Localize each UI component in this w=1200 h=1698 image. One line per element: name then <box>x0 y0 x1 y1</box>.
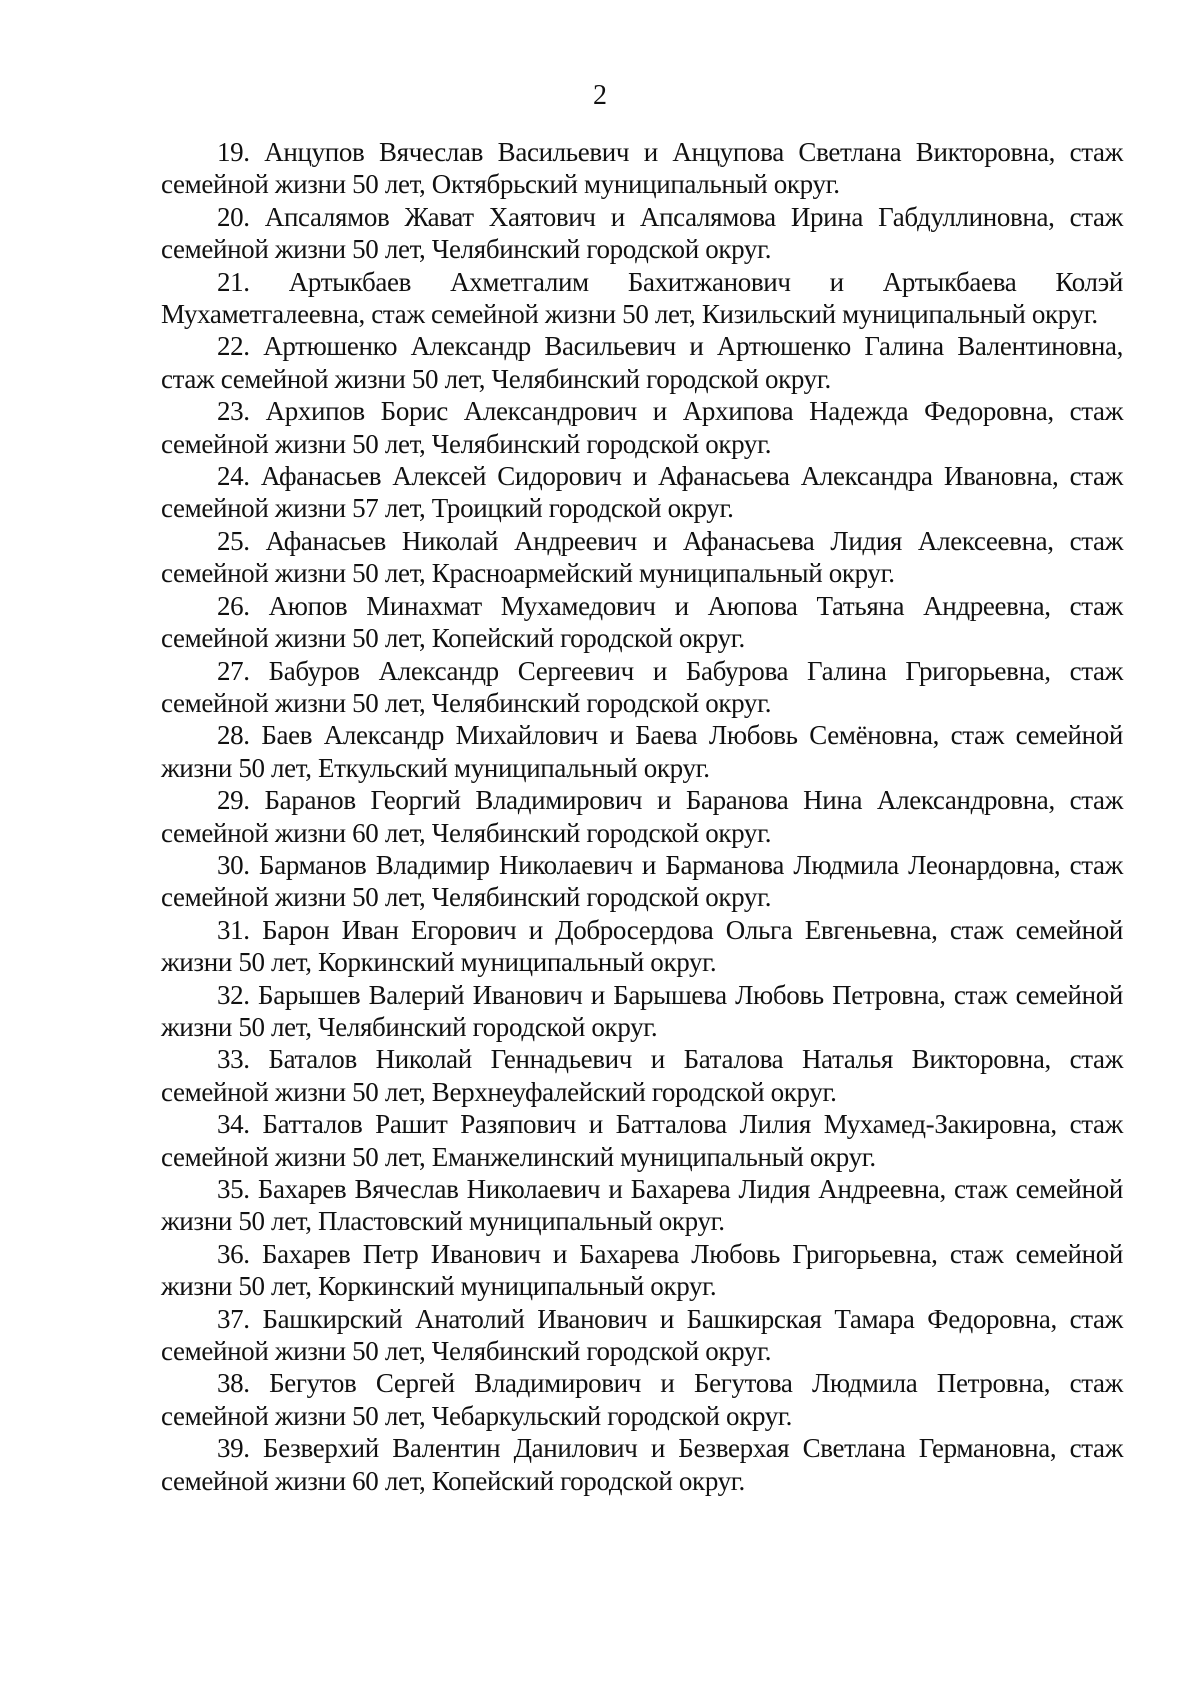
page-number: 2 <box>593 80 607 111</box>
list-item: 25. Афанасьев Николай Андреевич и Афанасьева Лидия Алексеевна, стаж семейной жизни 50 лет, Красноармейский муниципальный округ. <box>161 525 1123 589</box>
award-list <box>161 136 1123 1497</box>
list-item: 32. Барышев Валерий Иванович и Барышева Любовь Петровна, стаж семейной жизни 50 лет, Челябинский городской округ. <box>161 979 1123 1042</box>
list-item: 38. Бегутов Сергей Владимирович и Бегутова Людмила Петровна, стаж семейной жизни 50 лет, Чебаркульский городской округ. <box>161 1368 1123 1431</box>
list-item: 33. Баталов Николай Геннадьевич и Баталова Наталья Викторовна, стаж семейной жизни 50 лет, Верхнеуфалейский городской округ. <box>161 1044 1123 1107</box>
list-item: 35. Бахарев Вячеслав Николаевич и Бахарева Лидия Андреевна, стаж семейной жизни 50 лет, Пластовский муниципальный округ. <box>161 1174 1123 1237</box>
list-item: 20. Апсалямов Жават Хаятович и Апсалямова Ирина Габдуллиновна, стаж семейной жизни 50 лет, Челябинский городской округ. <box>161 201 1123 265</box>
list-item: 28. Баев Александр Михайлович и Баева Любовь Семёновна, стаж семейной жизни 50 лет, Еткульский муниципальный округ. <box>161 720 1123 783</box>
list-item: 22. Артюшенко Александр Васильевич и Артюшенко Галина Валентиновна, стаж семейной жизни 50 лет, Челябинский городской округ. <box>161 331 1123 394</box>
list-item: 19. Анцупов Вячеслав Васильевич и Анцупова Светлана Викторовна, стаж семейной жизни 50 лет, Октябрьский муниципальный округ. <box>161 137 1123 200</box>
list-item: 34. Батталов Рашит Разяпович и Батталова Лилия Мухамед-Закировна, стаж семейной жизни 50 лет, Еманжелинский муниципальный округ. <box>161 1109 1123 1172</box>
list-item: 30. Барманов Владимир Николаевич и Барманова Людмила Леонардовна, стаж семейной жизни 50 лет, Челябинский городской округ. <box>161 849 1123 913</box>
list-item: 39. Безверхий Валентин Данилович и Безверхая Светлана Германовна, стаж семейной жизни 60 лет, Копейский городской округ. <box>161 1433 1123 1496</box>
list-item: 26. Аюпов Минахмат Мухамедович и Аюпова Татьяна Андреевна, стаж семейной жизни 50 лет, Копейский городской округ. <box>161 590 1123 654</box>
list-item: 37. Башкирский Анатолий Иванович и Башкирская Тамара Федоровна, стаж семейной жизни 50 лет, Челябинский городской округ. <box>161 1303 1123 1367</box>
list-item: 31. Барон Иван Егорович и Добросердова Ольга Евгеньевна, стаж семейной жизни 50 лет, Коркинский муниципальный округ. <box>161 914 1123 978</box>
list-item: 21. Артыкбаев Ахметгалим Бахитжанович и Артыкбаева Колэй Мухаметгалеевна, стаж семейной жизни 50 лет, Кизильский муниципальный округ. <box>161 266 1123 330</box>
list-item: 36. Бахарев Петр Иванович и Бахарева Любовь Григорьевна, стаж семейной жизни 50 лет, Коркинский муниципальный округ. <box>161 1238 1123 1302</box>
list-item: 27. Бабуров Александр Сергеевич и Бабурова Галина Григорьевна, стаж семейной жизни 50 лет, Челябинский городской округ. <box>161 655 1123 718</box>
list-item: 24. Афанасьев Алексей Сидорович и Афанасьева Александра Ивановна, стаж семейной жизни 57 лет, Троицкий городской округ. <box>161 461 1123 524</box>
list-item: 29. Баранов Георгий Владимирович и Баранова Нина Александровна, стаж семейной жизни 60 лет, Челябинский городской округ. <box>161 785 1123 848</box>
list-item: 23. Архипов Борис Александрович и Архипова Надежда Федоровна, стаж семейной жизни 50 лет, Челябинский городской округ. <box>161 396 1123 459</box>
